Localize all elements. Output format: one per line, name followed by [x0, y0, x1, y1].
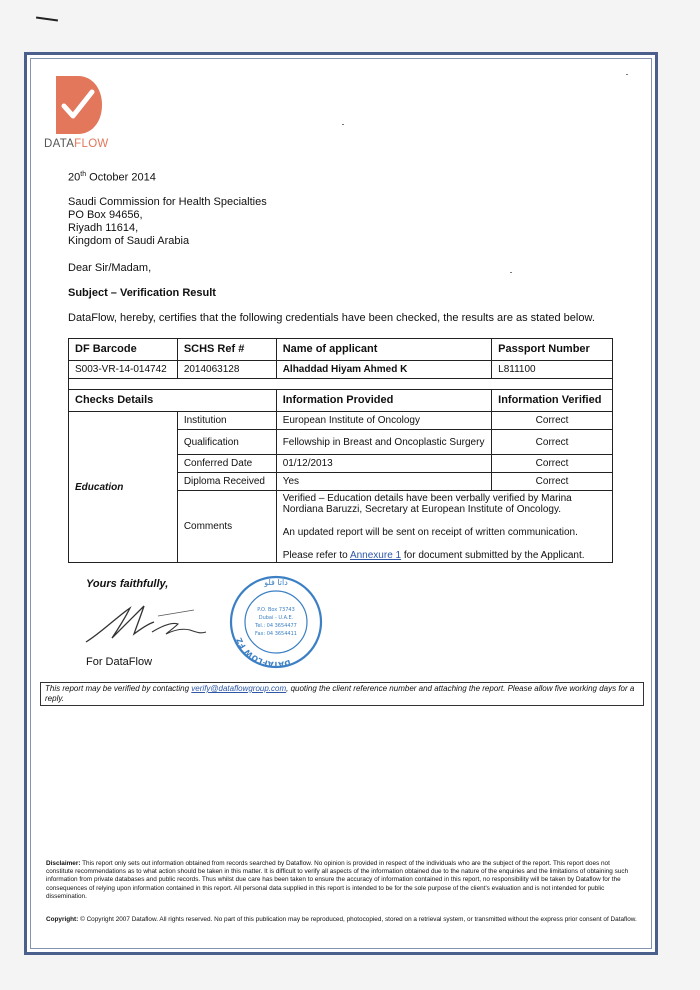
- verification-table: [68, 338, 613, 563]
- dataflow-logo: [44, 76, 120, 150]
- verify-email-link[interactable]: verify@dataflowgroup.com: [191, 684, 287, 693]
- svg-text:داتا فلو: داتا فلو: [264, 578, 288, 587]
- section-education: Education: [69, 412, 178, 563]
- recipient-address: [68, 196, 267, 248]
- check-provided: European Institute of Oncology: [276, 412, 491, 430]
- disclaimer: Disclaimer: This report only sets out information obtained from records searched by Dataflow. No opinion is provided in respect of the individuals who are the subject of the report. This report does not constitute recommendations as to what action should be taken in this matter. It is difficult to verify all aspects of the information obtained due to the nature of the enquiries and the limitations of obtaining such information from private databases and public records. Thus whilst due care has been taken to ensure the accuracy of information contained in this report, no responsibility will be taken by Dataflow for the consequences of relying upon information contained in this report. All personal data supplied in this report is intended to be for the sole purpose of the client's evaluation and is not intended for public dissemination.: [46, 860, 629, 900]
- svg-text:P.O. Box 73743: P.O. Box 73743: [257, 607, 295, 613]
- scan-speck: [626, 74, 628, 75]
- check-provided: Fellowship in Breast and Oncoplastic Surgery: [276, 430, 491, 455]
- col-header-applicant: Name of applicant: [276, 339, 491, 361]
- copyright-notice: Copyright: © Copyright 2007 Dataflow. All rights reserved. No part of this publication may be reproduced, photocopied, stored on a retrieval system, or transmitted without the express prior consent of Dataflow.: [46, 916, 637, 923]
- checks-header-row: [69, 390, 613, 412]
- table-row: [69, 412, 613, 430]
- check-verified: Correct: [492, 412, 613, 430]
- passport-value: L811100: [492, 361, 613, 379]
- check-label: Diploma Received: [177, 473, 276, 491]
- salutation: Dear Sir/Madam,: [68, 262, 152, 274]
- check-provided: Yes: [276, 473, 491, 491]
- svg-text:DATAFLOW FZ-LLC: DATAFLOW FZ-LLC: [234, 636, 292, 669]
- col-header-schs-ref: SCHS Ref #: [177, 339, 276, 361]
- col-header-provided: Information Provided: [276, 390, 491, 412]
- col-header-checks: Checks Details: [69, 390, 277, 412]
- check-verified: Correct: [492, 473, 613, 491]
- applicant-name-value: Alhaddad Hiyam Ahmed K: [276, 361, 491, 379]
- table-header-row: [69, 339, 613, 361]
- check-provided: 01/12/2013: [276, 455, 491, 473]
- comments-label: Comments: [177, 491, 276, 563]
- scan-speck: [510, 272, 512, 273]
- check-label: Conferred Date: [177, 455, 276, 473]
- comments-text: Verified – Education details have been verbally verified by Marina Nordiana Baruzzi, Secretary at European Institute of Oncology.: [282, 493, 572, 515]
- company-stamp: [226, 574, 326, 670]
- dataflow-logo-icon: [56, 76, 102, 134]
- address-line: Riyadh 11614,: [68, 222, 139, 234]
- annexure-link[interactable]: Annexure 1: [349, 550, 402, 561]
- logo-wordmark: DATAFLOW: [44, 138, 109, 150]
- for-dataflow: For DataFlow: [86, 656, 153, 668]
- address-line: PO Box 94656,: [68, 209, 143, 221]
- svg-text:Dubai - U.A.E.: Dubai - U.A.E.: [258, 615, 294, 621]
- comments-text: Please refer to Annexure 1 for document submitted by the Applicant.: [282, 550, 585, 561]
- check-label: Institution: [177, 412, 276, 430]
- col-header-barcode: DF Barcode: [69, 339, 178, 361]
- letter-date: 20th October 2014: [68, 171, 156, 184]
- comments-text: An updated report will be sent on receipt of written communication.: [282, 527, 578, 538]
- scan-speck: [342, 124, 344, 125]
- svg-text:Tel.: 04 3654477: Tel.: 04 3654477: [255, 623, 297, 629]
- barcode-value: S003-VR-14-014742: [69, 361, 178, 379]
- address-line: Kingdom of Saudi Arabia: [68, 235, 190, 247]
- table-spacer: [69, 379, 613, 390]
- check-verified: Correct: [492, 430, 613, 455]
- subject-line: Subject – Verification Result: [68, 287, 216, 299]
- check-verified: Correct: [492, 455, 613, 473]
- verification-notice: This report may be verified by contacting verify@dataflowgroup.com, quoting the client reference number and attaching the report. Please allow five working days for a reply.: [40, 682, 644, 706]
- intro-paragraph: DataFlow, hereby, certifies that the following credentials have been checked, the results are as stated below.: [68, 312, 595, 324]
- schs-ref-value: 2014063128: [177, 361, 276, 379]
- closing: Yours faithfully,: [86, 578, 169, 590]
- comments-cell: [276, 491, 612, 563]
- scan-mark: [36, 16, 58, 21]
- col-header-passport: Passport Number: [492, 339, 613, 361]
- table-row: [69, 361, 613, 379]
- signature: [82, 598, 222, 648]
- col-header-verified: Information Verified: [492, 390, 613, 412]
- svg-text:Fax: 04 3654411: Fax: 04 3654411: [255, 631, 297, 637]
- check-label: Qualification: [177, 430, 276, 455]
- address-line: Saudi Commission for Health Specialties: [68, 196, 267, 208]
